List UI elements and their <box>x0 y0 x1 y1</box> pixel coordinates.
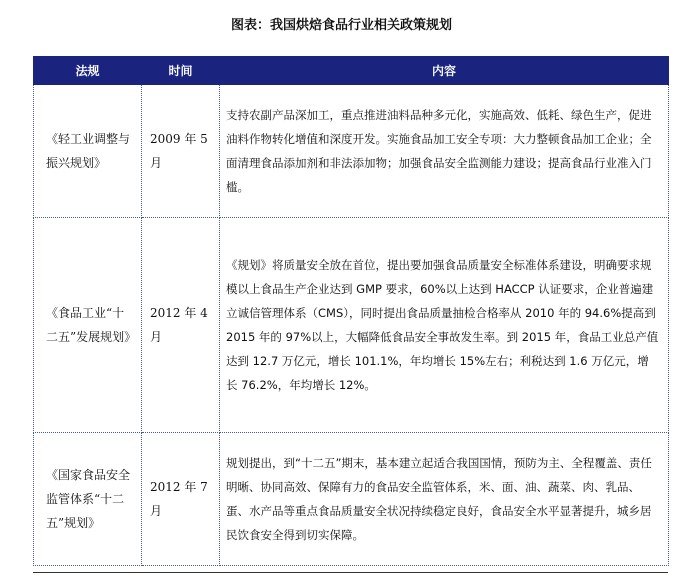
content-cell: 支持农副产品深加工，重点推进油料品种多元化，实施高效、低耗、绿色生产，促进油料作物转化增值和深度开发。实施食品加工安全专项：大力整顿食品加工企业；全面清理食品添加剂和非法添加物；加强食品安全监测能力建设；提高食品行业准入门槛。 <box>220 85 669 218</box>
policy-table <box>33 56 669 566</box>
table-bottom-rule <box>33 572 668 573</box>
law-cell: 《食品工业“十二五”发展规划》 <box>34 218 142 433</box>
law-cell: 《轻工业调整与振兴规划》 <box>34 85 142 218</box>
content-cell: 规划提出，到“十二五”期末，基本建立起适合我国国情，预防为主、全程覆盖、责任明晰、协同高效、保障有力的食品安全监管体系，米、面、油、蔬菜、肉、乳品、蛋、水产品等重点食品质量安全状况持续稳定良好，食品安全水平显著提升，城乡居民饮食安全得到切实保障。 <box>220 433 669 566</box>
header-law: 法规 <box>34 57 142 85</box>
table-header-row <box>34 57 669 85</box>
time-cell: 2012 年 7 月 <box>142 433 220 566</box>
time-cell: 2009 年 5 月 <box>142 85 220 218</box>
table-row <box>34 433 669 566</box>
law-cell: 《国家食品安全监管体系“十二五”规划》 <box>34 433 142 566</box>
table-row <box>34 85 669 218</box>
table-row <box>34 218 669 433</box>
content-cell: 《规划》将质量安全放在首位，提出要加强食品质量安全标准体系建设，明确要求规模以上食品生产企业达到 GMP 要求，60%以上达到 HACCP 认证要求，企业普遍建立诚信管理体系（CMS），同时提出食品质量抽检合格率从 2010 年的 94.6%提高到 2015 年的 97%以上，大幅降低食品安全事故发生率。到 2015 年，食品工业总产值达到 12.7 万亿元，增长 101.1%，年均增长 15%左右；利税达到 1.6 万亿元，增长 76.2%，年均增长 12%。 <box>220 218 669 433</box>
header-time: 时间 <box>142 57 220 85</box>
header-content: 内容 <box>220 57 669 85</box>
chart-title: 图表：我国烘焙食品行业相关政策规划 <box>230 18 452 33</box>
time-cell: 2012 年 4 月 <box>142 218 220 433</box>
